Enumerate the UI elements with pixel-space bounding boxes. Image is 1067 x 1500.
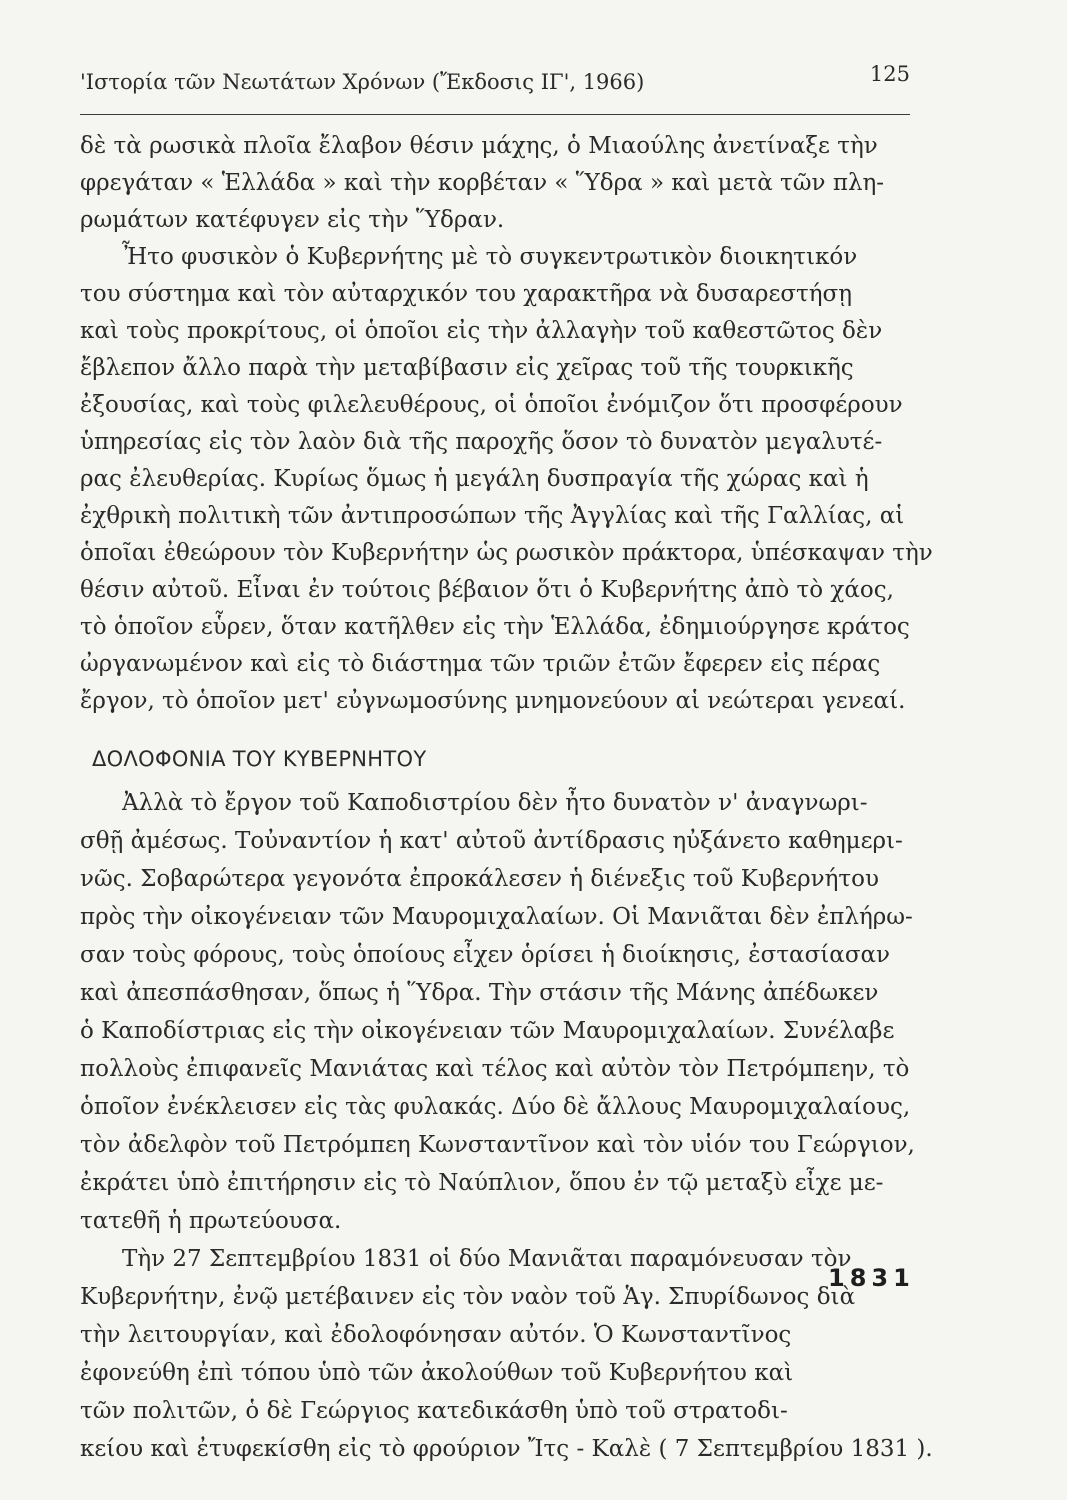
page-number: 125 (869, 62, 910, 86)
opening-paragraphs (80, 128, 940, 720)
text-line: σαν τοὺς φόρους, τοὺς ὁποίους εἶχεν ὁρίσει ἡ διοίκησις, ἐστασίασαν (80, 942, 891, 968)
text-line: ἐφονεύθη ἐπὶ τόπου ὑπὸ τῶν ἀκολούθων τοῦ Κυβερνήτου καὶ (80, 1360, 794, 1386)
section-paragraphs (80, 784, 940, 1468)
text-line: ὁποῖαι ἐθεώρουν τὸν Κυβερνήτην ὡς ρωσικὸν πράκτορα, ὑπέσκαψαν τὴν (80, 540, 933, 566)
text-line: δὲ τὰ ρωσικὰ πλοῖα ἔλαβον θέσιν μάχης, ὁ Μιαούλης ἀνετίναξε τὴν (80, 133, 878, 159)
text-line: Τὴν 27 Σεπτεμβρίου 1831 οἱ δύο Μανιᾶται παραμόνευσαν τὸν (122, 1246, 852, 1272)
text-line: κείου καὶ ἐτυφεκίσθη εἰς τὸ φρούριον Ἴτς - Καλὲ ( 7 Σεπτεμβρίου 1831 ). (80, 1436, 933, 1462)
text-line: καὶ ἀπεσπάσθησαν, ὅπως ἡ Ὕδρα. Τὴν στάσιν τῆς Μάνης ἀπέδωκεν (80, 980, 879, 1006)
paragraph (80, 1240, 940, 1468)
text-line: τὴν λειτουργίαν, καὶ ἐδολοφόνησαν αὐτόν. Ὁ Κωνσταντῖνος (80, 1322, 792, 1348)
text-line: ὠργανωμένον καὶ εἰς τὸ διάστημα τῶν τριῶν ἐτῶν ἔφερεν εἰς πέρας (80, 651, 881, 677)
text-line: τὸ ὁποῖον εὗρεν, ὅταν κατῆλθεν εἰς τὴν Ἑλλάδα, ἐδημιούργησε κράτος (80, 614, 910, 640)
paragraph (80, 239, 940, 720)
text-line: Κυβερνήτην, ἐνῷ μετέβαινεν εἰς τὸν ναὸν τοῦ Ἁγ. Σπυρίδωνος διὰ (80, 1284, 856, 1310)
section-heading: ΔΟΛΟΦΟΝΙΑ ΤΟΥ ΚΥΒΕΡΝΗΤΟΥ (92, 747, 427, 771)
body-text (80, 128, 940, 1468)
header-rule (80, 114, 910, 115)
text-line: πολλοὺς ἐπιφανεῖς Μανιάτας καὶ τέλος καὶ αὐτὸν τὸν Πετρόμπεην, τὸ (80, 1056, 910, 1082)
text-line: Ἀλλὰ τὸ ἔργον τοῦ Καποδιστρίου δὲν ἦτο δυνατὸν ν' ἀναγνωρι- (122, 790, 868, 816)
text-line: ρας ἐλευθερίας. Κυρίως ὅμως ἡ μεγάλη δυσπραγία τῆς χώρας καὶ ἡ (80, 466, 869, 492)
margin-note-year: 1831 (828, 1264, 915, 1292)
text-line: ἐχθρικὴ πολιτικὴ τῶν ἀντιπροσώπων τῆς Ἀγγλίας καὶ τῆς Γαλλίας, αἱ (80, 503, 905, 529)
text-line: πρὸς τὴν οἰκογένειαν τῶν Μαυρομιχαλαίων. Οἱ Μανιᾶται δὲν ἐπλήρω- (80, 904, 913, 930)
text-line: τὸν ἀδελφὸν τοῦ Πετρόμπεη Κωνσταντῖνον καὶ τὸν υἱόν του Γεώργιον, (80, 1132, 915, 1158)
paragraph (80, 784, 940, 1240)
paragraph (80, 128, 940, 239)
text-line: ἐκράτει ὑπὸ ἐπιτήρησιν εἰς τὸ Ναύπλιον, ὅπου ἐν τῷ μεταξὺ εἶχε με- (80, 1170, 884, 1196)
text-line: νῶς. Σοβαρώτερα γεγονότα ἐπροκάλεσεν ἡ διένεξις τοῦ Κυβερνήτου (80, 866, 879, 892)
text-line: τατεθῆ ἡ πρωτεύουσα. (80, 1208, 342, 1234)
running-title: 'Ιστορία τῶν Νεωτάτων Χρόνων (Ἔκδοσις ΙΓ', 1966) (80, 70, 645, 94)
text-line: ὑπηρεσίας εἰς τὸν λαὸν διὰ τῆς παροχῆς ὅσον τὸ δυνατὸν μεγαλυτέ- (80, 429, 883, 455)
text-line: ρωμάτων κατέφυγεν εἰς τὴν Ὕδραν. (80, 207, 505, 233)
text-line: ὁ Καποδίστριας εἰς τὴν οἰκογένειαν τῶν Μαυρομιχαλαίων. Συνέλαβε (80, 1018, 895, 1044)
running-head (80, 62, 910, 94)
text-line: θέσιν αὐτοῦ. Εἶναι ἐν τούτοις βέβαιον ὅτι ὁ Κυβερνήτης ἀπὸ τὸ χάος, (80, 577, 894, 603)
text-line: ἔβλεπον ἄλλο παρὰ τὴν μεταβίβασιν εἰς χεῖρας τοῦ τῆς τουρκικῆς (80, 355, 854, 381)
text-line: φρεγάταν « Ἑλλάδα » καὶ τὴν κορβέταν « Ὕδρα » καὶ μετὰ τῶν πλη- (80, 170, 885, 196)
text-line: του σύστημα καὶ τὸν αὐταρχικόν του χαρακτῆρα νὰ δυσαρεστήσῃ (80, 281, 853, 307)
text-line: ἔργον, τὸ ὁποῖον μετ' εὐγνωμοσύνης μνημονεύουν αἱ νεώτεραι γενεαί. (80, 688, 906, 714)
text-line: καὶ τοὺς προκρίτους, οἱ ὁποῖοι εἰς τὴν ἀλλαγὴν τοῦ καθεστῶτος δὲν (80, 318, 883, 344)
text-line: σθῇ ἀμέσως. Τοὐναντίον ἡ κατ' αὐτοῦ ἀντίδρασις ηὐξάνετο καθημερι- (80, 828, 903, 854)
text-line: Ἦτο φυσικὸν ὁ Κυβερνήτης μὲ τὸ συγκεντρωτικὸν διοικητικόν (122, 244, 858, 270)
text-line: ἐξουσίας, καὶ τοὺς φιλελευθέρους, οἱ ὁποῖοι ἐνόμιζον ὅτι προσφέρουν (80, 392, 903, 418)
text-line: τῶν πολιτῶν, ὁ δὲ Γεώργιος κατεδικάσθη ὑπὸ τοῦ στρατοδι- (80, 1398, 788, 1424)
text-line: ὁποῖον ἐνέκλεισεν εἰς τὰς φυλακάς. Δύο δὲ ἄλλους Μαυρομιχαλαίους, (80, 1094, 911, 1120)
